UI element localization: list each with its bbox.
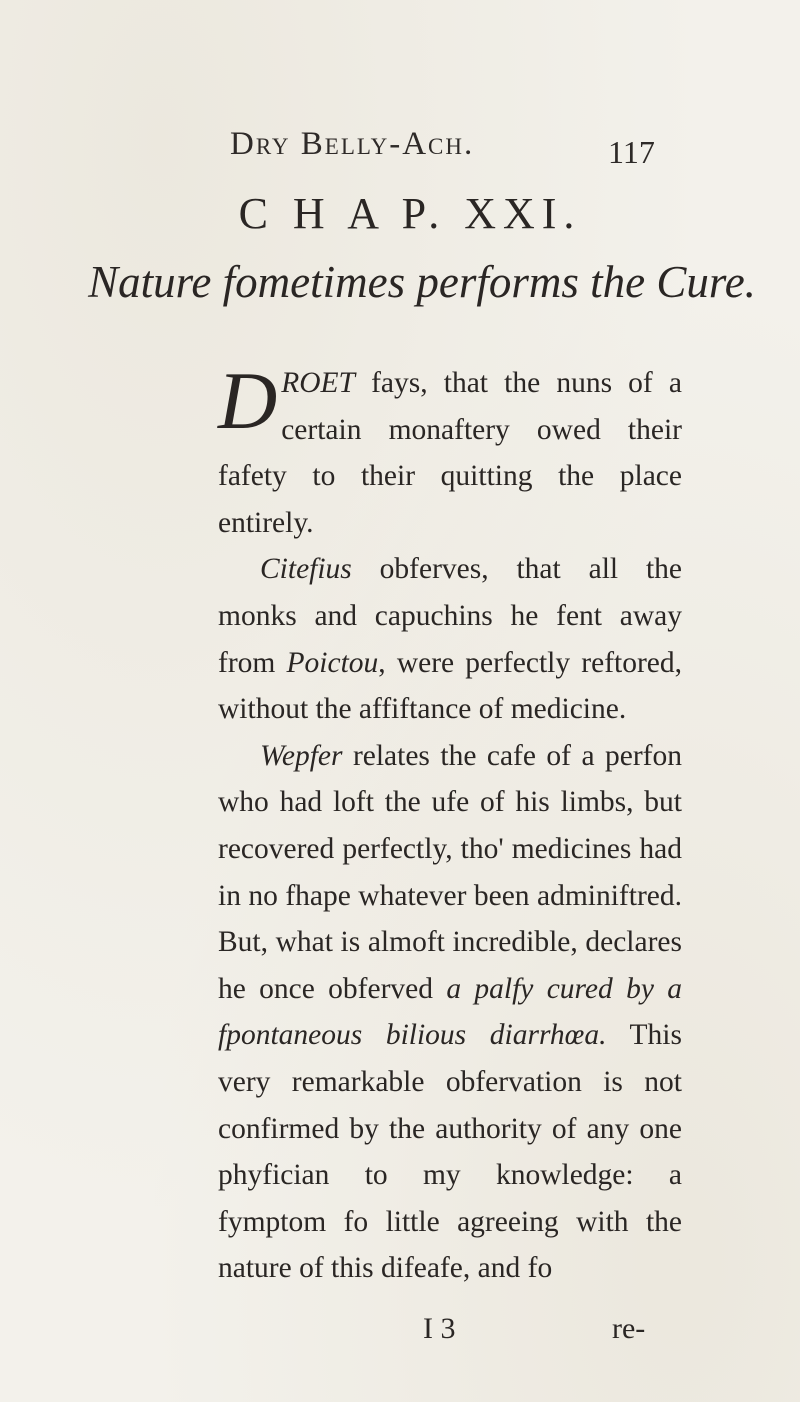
paragraph-text: obferves, that all the monks and capuchins he fent away from	[218, 553, 682, 679]
paragraph-2	[218, 546, 682, 732]
paragraph-text: This very remarkable obfervation is not confirmed by the authority of any one phyfician to my knowledge: a fymptom fo little agreeing with the nature of this difeafe, and fo	[218, 1019, 682, 1285]
paragraph-text: fays, that the nuns of a certain monaftery owed their fafety to their quitting the place entirely.	[218, 367, 682, 539]
catchword: re-	[612, 1312, 646, 1345]
drop-cap: D	[218, 355, 278, 446]
signature-mark: I 3	[423, 1312, 456, 1345]
paragraph-text: , were perfectly reftored, without the affiftance of medicine.	[218, 646, 683, 726]
author-name-wepfer: Wepfer	[260, 739, 343, 772]
author-name-droet: ROET	[281, 367, 355, 399]
body-text	[218, 355, 683, 1292]
paragraph-3	[218, 733, 682, 1292]
place-name-poictou: Poictou	[286, 646, 379, 679]
author-name-citefius: Citefius	[260, 553, 352, 586]
running-head: Dry Belly-Ach.	[230, 126, 475, 162]
paragraph-text: relates the cafe of a perfon who had loft the ufe of his limbs, but recovered perfectly, tho' medicines had in no fhape whatever been adminiftred. But, what is almoft incredible, declares he once obferved	[218, 739, 682, 1005]
page-footer	[0, 1312, 800, 1352]
italic-phrase: a palfy cured by a fpontaneous bilious diarrhœa.	[218, 972, 682, 1052]
page-number: 117	[608, 134, 655, 170]
chapter-heading: C H A P. XXI.	[238, 189, 582, 238]
paragraph-1	[218, 355, 682, 546]
chapter-title: Nature fometimes performs the Cure.	[88, 257, 756, 307]
